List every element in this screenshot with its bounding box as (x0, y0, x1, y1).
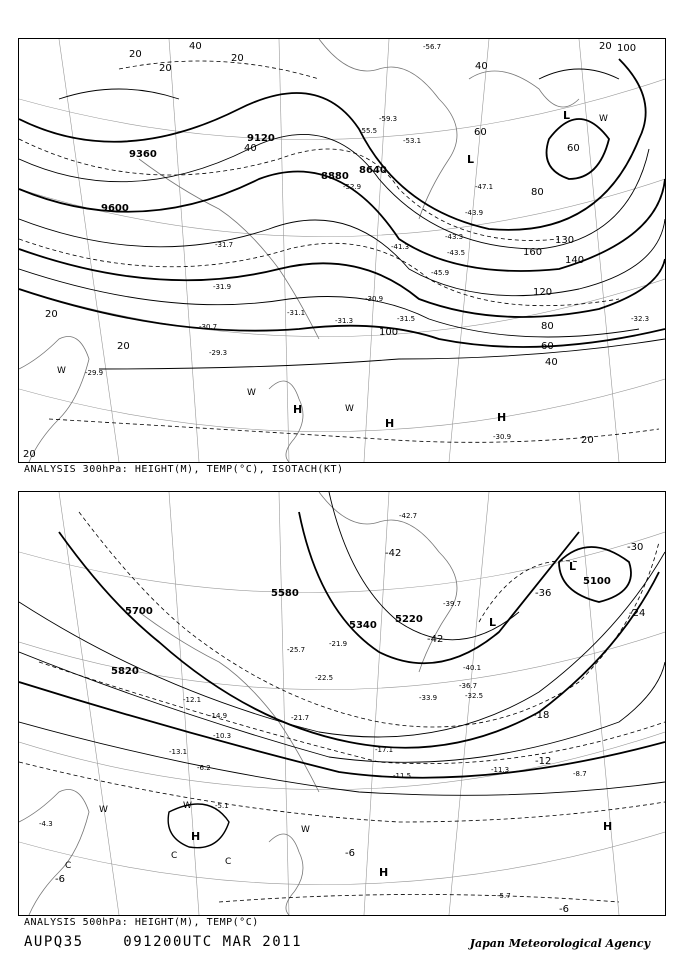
wind-mark: W (183, 801, 192, 811)
map-500hpa (19, 492, 665, 915)
height-label: 9120 (247, 133, 275, 144)
temp-label: -30.7 (199, 323, 218, 331)
isotach-label: 40 (244, 143, 257, 154)
temp-label: -43.9 (465, 209, 484, 217)
high-center: H (603, 820, 613, 833)
temp-label: -31.5 (397, 315, 416, 323)
wind-mark: W (247, 388, 256, 398)
wind-mark: W (99, 805, 108, 815)
isotach-label: 20 (581, 435, 594, 446)
isotherm-label: -30 (627, 542, 644, 553)
agency-name: Japan Meteorological Agency (469, 937, 650, 950)
temp-label: -5.7 (497, 892, 511, 900)
low-center: L (467, 153, 475, 166)
isotach-label: 20 (159, 63, 172, 74)
temp-label: -33.9 (419, 694, 438, 702)
high-center: H (191, 830, 201, 843)
isotherm-label: -6 (55, 874, 65, 885)
isotach-label: 60 (541, 341, 554, 352)
temp-label: -32.3 (631, 315, 650, 323)
high-center: H (379, 866, 389, 879)
cold-mark: C (65, 861, 72, 871)
wind-mark: W (301, 825, 310, 835)
isotherm-label: -6 (345, 848, 355, 859)
isotach-label: 40 (475, 61, 488, 72)
caption-300hpa: ANALYSIS 300hPa: HEIGHT(M), TEMP(°C), ISOTACH(KT) (24, 464, 344, 475)
isotach-label: 80 (531, 187, 544, 198)
isotach-label: 20 (129, 49, 142, 60)
coastlines (19, 39, 579, 462)
temp-label: -21.9 (329, 640, 348, 648)
temp-label: -31.9 (213, 283, 232, 291)
isotach-label: 20 (231, 53, 244, 64)
isotach-label: 130 (555, 235, 575, 246)
map-panel-500hpa (18, 491, 666, 916)
height-label: 9360 (129, 149, 157, 160)
height-label: 5220 (395, 614, 423, 625)
temp-label: -47.1 (475, 183, 494, 191)
temp-label: -5.1 (215, 802, 229, 810)
temp-label: -29.3 (209, 349, 228, 357)
temp-label: -43.3 (445, 233, 464, 241)
temp-label: -25.7 (287, 646, 306, 654)
high-center: H (497, 411, 507, 424)
temp-label: -40.1 (463, 664, 482, 672)
isotach-label: 140 (565, 255, 585, 266)
temp-label: -21.7 (291, 714, 310, 722)
temp-label: -6.2 (197, 764, 211, 772)
isotach-label: 40 (189, 41, 202, 52)
isotherm-label: -42 (385, 548, 402, 559)
temp-label: -30.9 (493, 433, 512, 441)
wind-mark: W (57, 366, 66, 376)
temp-label: -12.1 (183, 696, 202, 704)
low-center: L (569, 560, 577, 573)
cold-mark: C (171, 851, 178, 861)
temp-label: -30.9 (365, 295, 384, 303)
height-label: 8640 (359, 165, 387, 176)
temp-label: -52.9 (343, 183, 362, 191)
isotach-label: 120 (533, 287, 553, 298)
isotach-label: 160 (523, 247, 543, 258)
height-label: 5340 (349, 620, 377, 631)
temp-label: -39.7 (443, 600, 462, 608)
map-300hpa (19, 39, 665, 462)
temp-label: -36.7 (459, 682, 478, 690)
isotach-label: 100 (379, 327, 399, 338)
isotherm-label: -24 (629, 608, 646, 619)
isotach-label: 20 (599, 41, 612, 52)
high-center: H (293, 403, 303, 416)
high-center: H (385, 417, 395, 430)
temp-label: -43.5 (447, 249, 466, 257)
height-label: 9600 (101, 203, 129, 214)
isotach-label: 20 (23, 449, 36, 460)
wind-mark: W (345, 404, 354, 414)
isotach-label: 60 (567, 143, 580, 154)
isotherm-label: -18 (533, 710, 550, 721)
low-center: L (489, 616, 497, 629)
temp-label: -59.3 (379, 115, 398, 123)
temp-label: -11.5 (393, 772, 412, 780)
valid-time: 091200UTC MAR 2011 (123, 934, 303, 950)
wind-mark: W (599, 114, 608, 124)
temp-label: -10.3 (213, 732, 232, 740)
height-label: 5580 (271, 588, 299, 599)
temp-label: -45.9 (431, 269, 450, 277)
isotach-label: 60 (474, 127, 487, 138)
temp-label: -53.1 (403, 137, 422, 145)
temp-label: -42.7 (399, 512, 418, 520)
temp-label: -31.7 (215, 241, 234, 249)
temp-label: -31.3 (335, 317, 354, 325)
temp-label: -4.3 (39, 820, 53, 828)
temp-label: -13.1 (169, 748, 188, 756)
temp-label: -31.1 (287, 309, 306, 317)
height-label: 5100 (583, 576, 611, 587)
temp-label: -14.9 (209, 712, 228, 720)
isotherm-label: -36 (535, 588, 552, 599)
temp-label: -17.1 (375, 746, 394, 754)
height-label: 8880 (321, 171, 349, 182)
height-label: 5700 (125, 606, 153, 617)
temp-label: -8.7 (573, 770, 587, 778)
isotach-label: 100 (617, 43, 637, 54)
temp-label: -29.9 (85, 369, 104, 377)
isotherm-label: -6 (559, 904, 569, 915)
temp-label: -55.5 (359, 127, 378, 135)
isotach-label: 20 (45, 309, 58, 320)
caption-500hpa: ANALYSIS 500hPa: HEIGHT(M), TEMP(°C) (24, 917, 259, 928)
isotach-label: 80 (541, 321, 554, 332)
graticule (19, 39, 665, 462)
temp-label: -56.7 (423, 43, 442, 51)
chart-id-footer (24, 934, 302, 950)
isotach-label: 40 (545, 357, 558, 368)
temp-label: -11.3 (491, 766, 510, 774)
chart-id: AUPQ35 (24, 934, 84, 950)
cold-mark: C (225, 857, 232, 867)
height-label: 5820 (111, 666, 139, 677)
isotherm-label: -12 (535, 756, 552, 767)
map-panel-300hpa (18, 38, 666, 463)
isotherm-label: -42 (427, 634, 444, 645)
temp-label: -32.5 (465, 692, 484, 700)
isotach-label: 20 (117, 341, 130, 352)
low-center: L (563, 109, 571, 122)
temp-label: -22.5 (315, 674, 334, 682)
temp-label: -41.3 (391, 243, 410, 251)
